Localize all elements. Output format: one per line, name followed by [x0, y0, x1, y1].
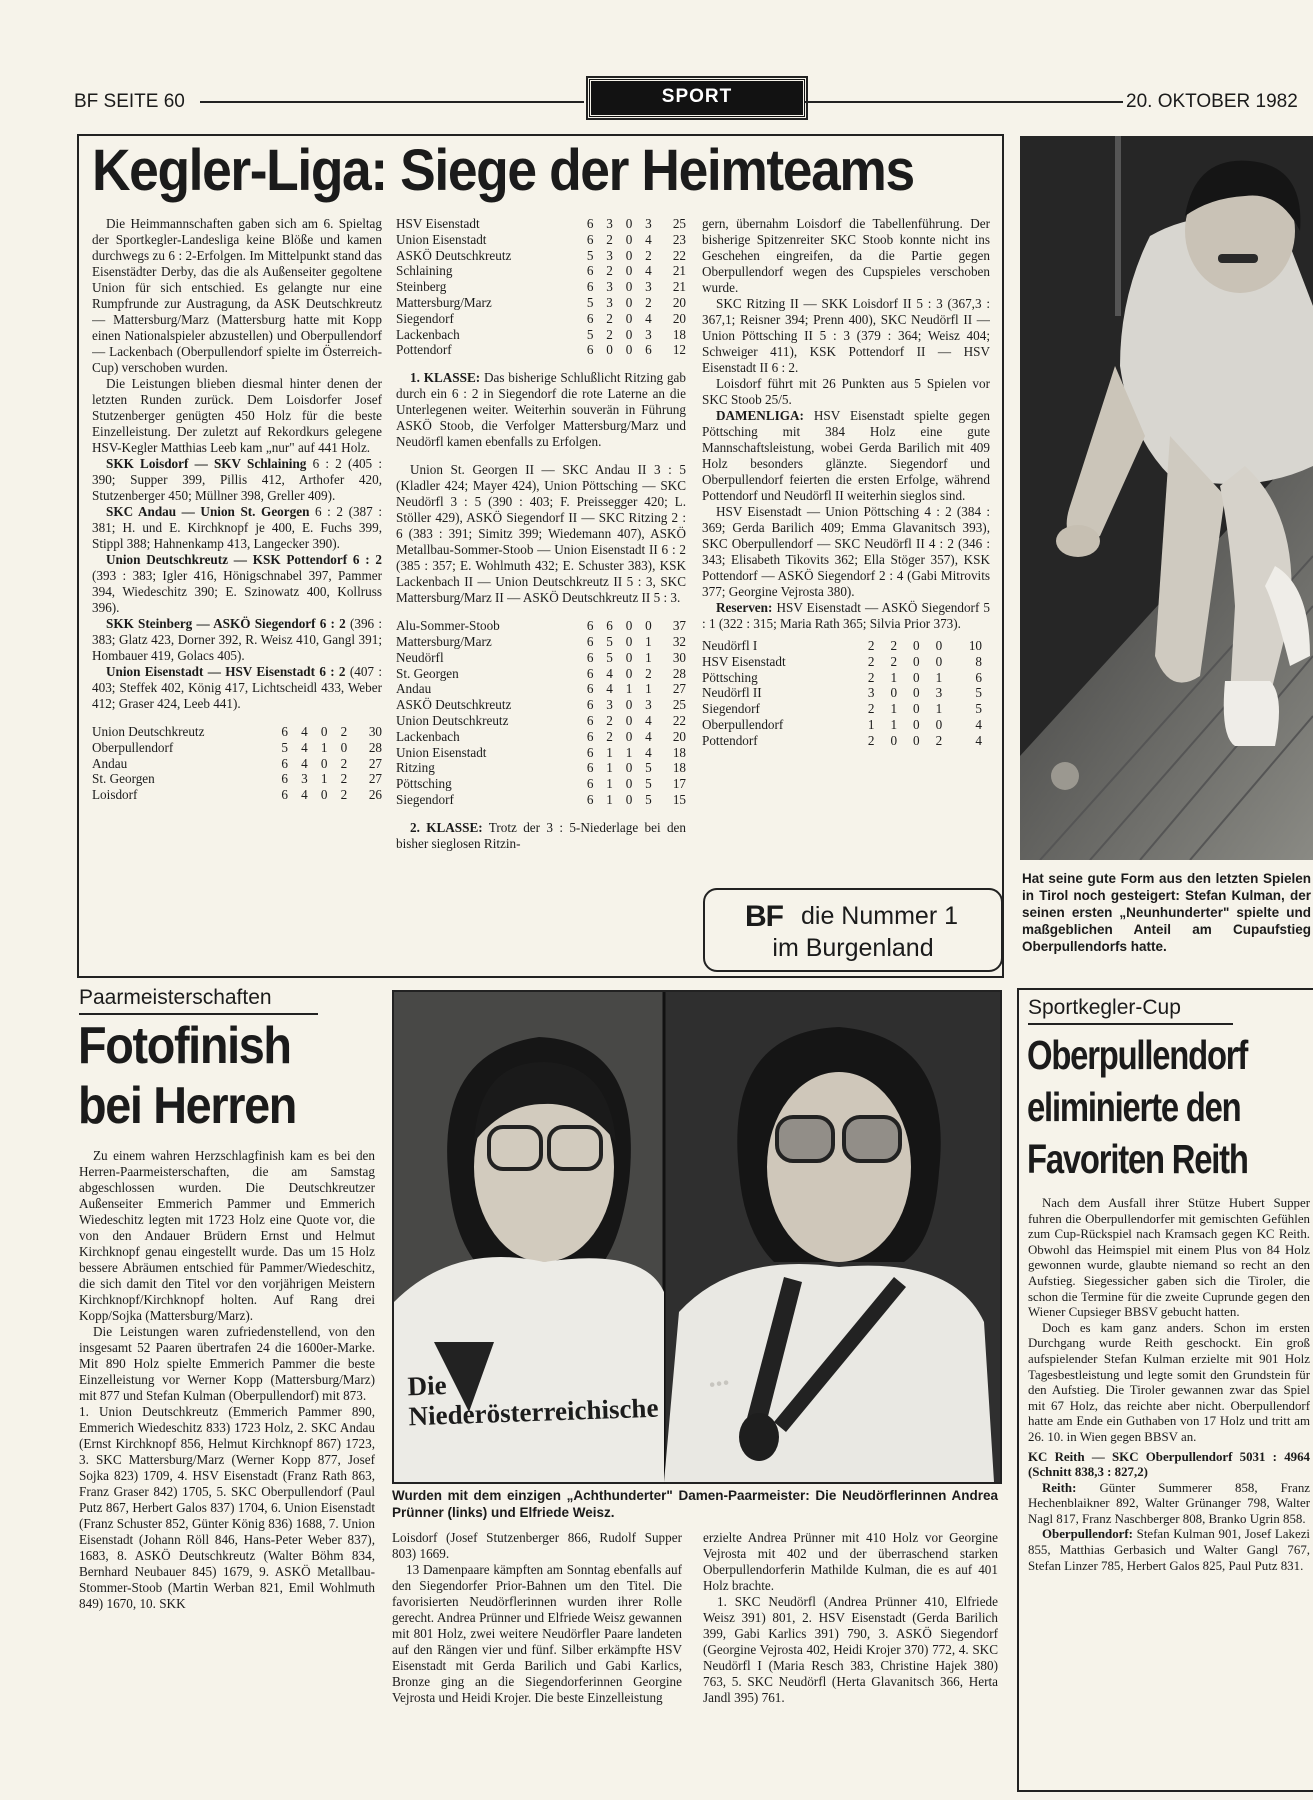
pair-col-3 — [703, 1530, 998, 1790]
klasse1-label: 1. KLASSE: — [410, 370, 481, 386]
table-row: ASKÖ Deutschkreutz 6 3 0 3 25 — [396, 697, 686, 713]
table-row: Union Eisenstadt 6 2 0 4 23 — [396, 231, 686, 247]
pair-para: Die Leistungen waren zufriedenstellend, von den insgesamt 52 Paaren übertrafen 24 die 1600er-Marke. Mit 890 Holz spielte Emmerich Pammer die beste Einzelleistung vor Werner Kopp (Mattersburg/Marz) mit 877 und Stefan Kulman (Oberpullendorf) mit 873. — [79, 1324, 375, 1403]
klasse2-continued: gern, übernahm Loisdorf die Tabellenführung. Der bisherige Spitzenreiter SKC Stoob konnte nicht ins Geschehen eingreifen, da die Partie gegen Oberpullendorf wegen des Cupspieles verschoben wurde. — [702, 216, 990, 295]
table-row: Pöttsching 2 1 0 1 6 — [702, 669, 982, 685]
table-row: Neudörfl II 3 0 0 3 5 — [702, 685, 982, 701]
table-row: Siegendorf 6 1 0 5 15 — [396, 791, 686, 807]
standings-klasse1 — [396, 618, 686, 808]
cup-reith-line — [1028, 1481, 1310, 1528]
table-row: Pöttsching 6 1 0 5 17 — [396, 776, 686, 792]
pair-results: 1. Union Deutschkreutz (Emmerich Pammer 890, Emmerich Wiedeschitz 833) 1723 Holz, 2. SKC Andau (Ernst Kirchknopf 856, Helmut Kirchknopf 867) 1723, 3. SKC Mattersburg/Marz (Werner Kopp 877, Josef Sojka 823) 1709, 4. HSV Eisenstadt (Franz Rath 863, Franz Graser 842) 1705, 5. SKC Oberpullendorf (Paul Putz 867, Herbert Galos 837) 1704, 6. Union Eisenstadt (Franz Schuster 852, Günter König 836) 1688, 7. Union Eisenstadt (Johann Röll 846, Hans-Peter Weber 837), 1683, 8. ASKÖ Deutschkreutz (Walter Böhm 834, Bernhard Neubauer 845) 1679, 9. ASKÖ Metallbau-Stommer-Stoob (Martin Werban 821, Emil Wohlmuth 849) 1670, 10. SKK — [79, 1404, 375, 1611]
result-heading: SKC Andau — Union St. Georgen — [106, 504, 310, 519]
table-row: Union Deutschkreutz 6 4 0 2 30 — [92, 724, 382, 739]
opd-label: Oberpullendorf: — [1042, 1527, 1133, 1542]
table-row: Loisdorf 6 4 0 2 26 — [92, 787, 382, 803]
reith-players: Günter Summerer 858, Franz Hechenblaikner 892, Walter Grünanger 798, Walter Nagl 817, Franz Naschberger 808, Branko Ugrin 858. — [1028, 1480, 1310, 1526]
section-label: SPORT — [588, 78, 806, 118]
table-row: St. Georgen 6 4 0 2 28 — [396, 665, 686, 681]
bowler-photo — [1020, 136, 1313, 860]
table-row: Neudörfl I 2 2 0 0 10 — [702, 638, 982, 653]
klasse2-leader: Loisdorf führt mit 26 Punkten aus 5 Spielen vor SKC Stoob 25/5. — [702, 376, 990, 407]
pair-para: erzielte Andrea Prünner mit 410 Holz vor Georgine Vejrosta mit 402 und der überraschend starken Oberpullendorferin Mathilde Kulman, die es auf 401 Holz brachte. — [703, 1530, 998, 1593]
table-row: Andau 6 4 1 1 27 — [396, 681, 686, 697]
damen-results: HSV Eisenstadt — Union Pöttsching 4 : 2 (384 : 369; Gerda Barilich 409; Emma Glavanitsch 393), SKC Oberpullendorf — SKC Neudörfl II 4 : 2 (346 : 343; Elisabeth Tikovits 362; Ella Stöger 357), KSK Pottendorf — ASKÖ Siegendorf 2 : 4 (Gabi Mitrovits 377; Georgine Vejrosta 380). — [702, 504, 990, 599]
opd-players: Stefan Kulman 901, Josef Lakezi 855, Matthias Gerbasich und Walter Gangl 767, Stefan Linzer 785, Herbert Galos 825, Paul Putz 831. — [1028, 1527, 1310, 1573]
result-text: (396 : 383; Glatz 423, Dorner 392, R. Weisz 410, Gangl 391; Hombauer 419, Golacs 405). — [92, 616, 382, 663]
header-rule-left — [200, 101, 584, 103]
table-row: St. Georgen 6 3 1 2 27 — [92, 771, 382, 787]
main-headline: Kegler-Liga: Siege der Heimteams — [92, 138, 914, 203]
cup-opd-line — [1028, 1527, 1310, 1574]
pair-kicker-rule — [79, 1013, 318, 1015]
klasse2-text: Trotz der 3 : 5-Niederlage bei den bisher sieglosen Ritzin- — [396, 819, 686, 851]
pair-kicker: Paarmeisterschaften — [79, 986, 272, 1009]
klasse2-results: SKC Ritzing II — SKK Loisdorf II 5 : 3 (367,3 : 367,1; Reisner 394; Prenn 400), SKC Neudörfl II — Union Pöttsching II 5 : 3 (379 : 364; Weisz 404; Schweiger 411), KSK Pottendorf II — HSV Eisenstadt II 6 : 2. — [702, 296, 990, 375]
klasse2-para — [396, 820, 686, 852]
table-row: Neudörfl 6 5 0 1 30 — [396, 649, 686, 665]
svg-text:...: ... — [705, 1360, 731, 1394]
bowler-illustration — [1020, 136, 1313, 860]
damen-label: DAMENLIGA: — [716, 408, 804, 423]
ad-line-2: im Burgenland — [772, 934, 934, 962]
cup-col — [1028, 1196, 1310, 1786]
result-heading: Union Deutschkreutz — KSK Pottendorf 6 : 2 — [106, 552, 382, 567]
pair-results-women: 1. SKC Neudörfl (Andrea Prünner 410, Elfriede Weisz 391) 801, 2. HSV Eisenstadt (Gerda Barilich 399, Gabi Karlics 391) 790, 3. ASKÖ Siegendorf (Georgine Vejrosta 402, Heidi Krojer 370) 772, 4. SKC Neudörfl I (Maria Resch 383, Christine Hajek 380) 763, 5. SKC Neudörfl (Herta Glavanitsch 366, Herta Jandl 395) 761. — [703, 1594, 998, 1705]
pair-col-2 — [392, 1530, 682, 1790]
bf-ad-box — [703, 888, 1003, 972]
table-row: Andau 6 4 0 2 27 — [92, 755, 382, 771]
klasse1-text: Das bisherige Schlußlicht Ritzing gab durch ein 6 : 2 in Siegendorf die rote Laterne an die Unterlegenen weiter. Weiterhin souverän in Führung ASKÖ Stoob, die Verfolger Mattersburg/Marz und Neudörfl kamen ebenfalls zu Erfolgen. — [396, 370, 686, 450]
table-row: Siegendorf 6 2 0 4 20 — [396, 310, 686, 326]
table-row: HSV Eisenstadt 2 2 0 0 8 — [702, 653, 982, 669]
result-item — [92, 664, 382, 712]
cup-kicker-rule — [1028, 1023, 1233, 1025]
bf-logo: BF — [745, 900, 783, 933]
reserven-label: Reserven: — [716, 600, 773, 615]
result-text: 6 : 2 (405 : 390; Supper 399, Pillis 412, Arthofer 420, Stutzenberger 450; Müllner 398, Greller 409). — [92, 456, 382, 503]
result-item — [92, 616, 382, 664]
reserven-text: HSV Eisenstadt — ASKÖ Siegendorf 5 : 1 (322 : 315; Maria Rath 365; Silvia Prior 373). — [702, 600, 990, 631]
women-photo-caption: Wurden mit dem einzigen „Achthunderter" Damen-Paarmeister: Die Neudörflerinnen Andrea Prünner (links) und Elfriede Weisz. — [392, 1488, 998, 1520]
table-row: Oberpullendorf 1 1 0 0 4 — [702, 716, 982, 732]
table-row: Union Eisenstadt 6 1 1 4 18 — [396, 744, 686, 760]
standings-landesliga-part2 — [396, 216, 686, 358]
pair-para: Loisdorf (Josef Stutzenberger 866, Rudolf Supper 803) 1669. — [392, 1530, 682, 1561]
klasse1-results: Union St. Georgen II — SKC Andau II 3 : 5 (Kladler 424; Mayer 424), Union Pöttsching — SKC Neudörfl 3 : 5 (390 : 403; F. Preissegger 420; L. Stöller 429), ASKÖ Siegendorf II — SKC Ritzing 2 : 6 (383 : 391; Simitz 399; Wiedemann 407), ASKÖ Metallbau-Sommer-Stoob — Union Eisenstadt II 6 : 2 (385 : 357; E. Wohlmuth 432; E. Schuster 383), KSK Lackenbach II — Union Deutschkreutz II 5 : 3, SKC Mattersburg/Marz II — ASKÖ Deutschkreutz II 5 : 3. — [396, 462, 686, 606]
cup-para: Nach dem Ausfall ihrer Stütze Hubert Supper fuhren die Oberpullendorfer mit gemischten Gefühlen zum Cup-Rückspiel nach Kramsach gegen KC Reith. Obwohl das Heimspiel mit einem Plus von 84 Holz gewonnen wurde, glaubte niemand so recht an den Aufstieg. Siegessicher gaben sich die Tiroler, die schon die Termine für die zweite Cuprunde gegen den Wiener Cupsieger BBSV gebucht hatten. — [1028, 1196, 1310, 1320]
cup-headline-2: eliminierte den — [1027, 1084, 1241, 1130]
bowler-photo-caption: Hat seine gute Form aus den letzten Spielen in Tirol noch gesteigert: Stefan Kulman, der seinen ersten „Neunhunderter" spielte und maßgeblichen Anteil am Cupaufstieg Oberpullendorfs hatte. — [1022, 871, 1311, 954]
pair-headline-1: Fotofinish — [78, 1017, 291, 1075]
result-text: 6 : 2 (387 : 381; H. und E. Kirchknopf je 400, E. Fuchs 399, Stippl 388; Hahnenkamp 413, Langecker 390). — [92, 504, 382, 551]
damen-text: HSV Eisenstadt spielte gegen Pöttsching mit 384 Holz eine gute Mannschaftsleistung, wobei Gerda Barilich mit 409 Holz besonders glänzte. Siegendorf und Oberpullendorf feierten die ersten Erfolge, während Pottendorf und Neudörfl II weiterhin sieglos sind. — [702, 408, 990, 503]
main-col-2 — [396, 216, 686, 966]
cup-para: Doch es kam ganz anders. Schon im ersten Durchgang wurde Reith geschockt. Ein groß aufspielender Stefan Kulman erzielte mit 901 Holz Tagesbestleistung und legte somit den Grundstein für den Aufstieg. Die Tiroler gewannen zwar das Spiel mit 67 Holz, das reichte aber nicht. Oberpullendorf hatte am Ende ein Guthaben von 17 Holz und tritt am 26. 10. in Wien gegen BBSV an. — [1028, 1320, 1310, 1444]
result-item — [92, 456, 382, 504]
reith-label: Reith: — [1042, 1480, 1077, 1495]
main-para: Die Leistungen blieben diesmal hinter denen der letzten Runden zurück. Dem Loisdorfer Josef Stutzenberger genügten 450 Holz für die beste Einzelleistung. Der zuletzt auf Rekordkurs gelegene HSV-Kegler Matthias Leeb kam „nur" auf 441 Holz. — [92, 376, 382, 455]
table-row: HSV Eisenstadt 6 3 0 3 25 — [396, 216, 686, 231]
table-row: Mattersburg/Marz 6 5 0 1 32 — [396, 633, 686, 649]
table-row: Mattersburg/Marz 5 3 0 2 20 — [396, 294, 686, 310]
main-col-3 — [702, 216, 990, 866]
table-row: Lackenbach 5 2 0 3 18 — [396, 326, 686, 342]
women-pair-photo — [392, 990, 1002, 1484]
table-row: Schlaining 6 2 0 4 21 — [396, 263, 686, 279]
klasse1-para — [396, 370, 686, 450]
table-row: Pottendorf 6 0 0 6 12 — [396, 342, 686, 358]
table-row: Union Deutschkreutz 6 2 0 4 22 — [396, 712, 686, 728]
result-text: (393 : 383; Igler 416, Hönigschnabel 397, Pammer 394, Wiedeschitz 390; E. Szinowatz 400, Kollruss 396). — [92, 568, 382, 615]
shirt-text: Die Niederösterreichische — [407, 1370, 659, 1432]
issue-date: 20. OKTOBER 1982 — [1126, 91, 1298, 112]
pair-headline-2: bei Herren — [78, 1077, 296, 1135]
standings-damen — [702, 638, 982, 749]
klasse2-label: 2. KLASSE: — [410, 819, 483, 835]
standings-landesliga-part1 — [92, 724, 382, 803]
header-rule-right — [805, 101, 1123, 103]
main-para: Die Heimmannschaften gaben sich am 6. Spieltag der Sportkegler-Landesliga keine Blöße und kamen durchwegs zu 6 : 2-Erfolgen. Im Mittelpunkt stand das Eisenstädter Derby, das die als Außenseiter gegoltene Union für sich entschied. Es gelangte nur eine Rumpfrunde zur Austragung, da ASK Deutschkreutz — Mattersburg/Marz (Mattersburg hatte mit Kopp einen Nationalspieler abzustellen) und Oberpullendorf — Lackenbach (Oberpullendorf spielte im Österreich-Cup) verschoben wurden. — [92, 216, 382, 375]
cup-headline-3: Favoriten Reith — [1027, 1136, 1248, 1182]
result-item — [92, 504, 382, 552]
table-row: Pottendorf 2 0 0 2 4 — [702, 732, 982, 748]
pair-col-1 — [79, 1148, 375, 1788]
reserven-para — [702, 600, 990, 632]
table-row: Ritzing 6 1 0 5 18 — [396, 760, 686, 776]
result-heading: SKK Steinberg — ASKÖ Siegendorf 6 : 2 — [106, 616, 346, 631]
result-heading: SKK Loisdorf — SKV Schlaining — [106, 456, 307, 471]
result-text: (407 : 403; Steffek 402, König 417, Lichtscheidl 433, Weber 412; Graser 424, Leeb 441). — [92, 664, 382, 711]
cup-headline-1: Oberpullendorf — [1027, 1032, 1248, 1078]
table-row: Steinberg 6 3 0 3 21 — [396, 279, 686, 295]
damen-para — [702, 408, 990, 504]
main-col-1 — [92, 216, 382, 966]
table-row: Oberpullendorf 5 4 1 0 28 — [92, 739, 382, 755]
result-heading: Union Eisenstadt — HSV Eisenstadt 6 : 2 — [106, 664, 346, 679]
table-row: Alu-Sommer-Stoob 6 6 0 0 37 — [396, 618, 686, 634]
pair-para: Zu einem wahren Herzschlagfinish kam es bei den Herren-Paarmeisterschaften, die am Samstag abgeschlossen wurden. Die Deutschkreutzer Außenseiter Emmerich Pammer und Emmerich Wiedeschitz legten mit 1723 Holz eine Quote vor, die von den Andauer Brüdern Ernst und Helmut Kirchknopf genau eingestellt wurde. Das um 15 Holz bessere Abräumen entschied für Pammer/Wiedeschitz, die sich damit den Titel vor den vorjährigen Meistern Kirchknopf/Kirchknopf holten. Auf Rang drei Kopp/Sojka (Mattersburg/Marz). — [79, 1148, 375, 1323]
cup-kicker: Sportkegler-Cup — [1028, 996, 1181, 1019]
pair-para: 13 Damenpaare kämpften am Sonntag ebenfalls auf den Siegendorfer Prior-Bahnen um den Titel. Die favorisierten Neudörflerinnen wurden ihrer Rolle gerecht. Andrea Prünner und Elfriede Weisz gewannen mit 801 Holz, zwei weitere Neudörfler Paare landeten auf den Rängen vier und fünf. Silber erkämpfte HSV Eisenstadt mit Gerda Barilich und Gabi Karlics, Bronze ging an die Siegendorferinnen Georgine Vejrosta und Heidi Krojer. Die beste Einzelleistung — [392, 1562, 682, 1705]
result-item — [92, 552, 382, 616]
ad-line-1: die Nummer 1 — [801, 902, 958, 930]
table-row: Siegendorf 2 1 0 1 5 — [702, 701, 982, 717]
table-row: Lackenbach 6 2 0 4 20 — [396, 728, 686, 744]
table-row: ASKÖ Deutschkreutz 5 3 0 2 22 — [396, 247, 686, 263]
page-number: BF SEITE 60 — [74, 91, 185, 112]
cup-result-head: KC Reith — SKC Oberpullendorf 5031 : 4964 (Schnitt 838,3 : 827,2) — [1028, 1449, 1310, 1480]
